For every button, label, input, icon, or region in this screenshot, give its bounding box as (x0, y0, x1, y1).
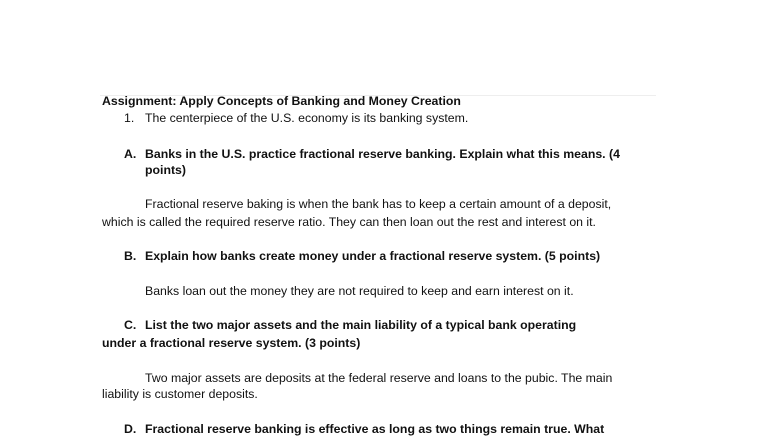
question-a-line-2: points) (145, 163, 186, 177)
answer-a-line-1: Fractional reserve baking is when the bank has to keep a certain amount of a deposit, (145, 197, 612, 211)
question-c-line-1: List the two major assets and the main liability of a typical bank operating (145, 318, 577, 332)
question-a-line-1: Banks in the U.S. practice fractional reserve banking. Explain what this means. (4 (145, 147, 620, 161)
answer-a-line-2: which is called the required reserve ratio. They can then loan out the rest and interest on it. (102, 215, 596, 229)
question-d-letter: D. (124, 422, 137, 436)
question-d-line-1: Fractional reserve banking is effective as long as two things remain true. What (145, 422, 605, 436)
answer-c-line-2: liability is customer deposits. (102, 387, 258, 401)
assignment-title: Assignment: Apply Concepts of Banking and Money Creation (102, 94, 461, 108)
item-1-text: The centerpiece of the U.S. economy is its banking system. (145, 111, 469, 125)
question-a-letter: A. (124, 147, 137, 161)
answer-b-line-1: Banks loan out the money they are not required to keep and earn interest on it. (145, 284, 574, 298)
question-c-line-2: under a fractional reserve system. (3 points) (102, 336, 361, 350)
item-1-number: 1. (124, 111, 135, 125)
question-b-line-1: Explain how banks create money under a fractional reserve system. (5 points) (145, 249, 601, 263)
question-c-letter: C. (124, 318, 137, 332)
answer-c-line-1: Two major assets are deposits at the federal reserve and loans to the pubic. The main (145, 371, 613, 385)
question-b-letter: B. (124, 249, 137, 263)
